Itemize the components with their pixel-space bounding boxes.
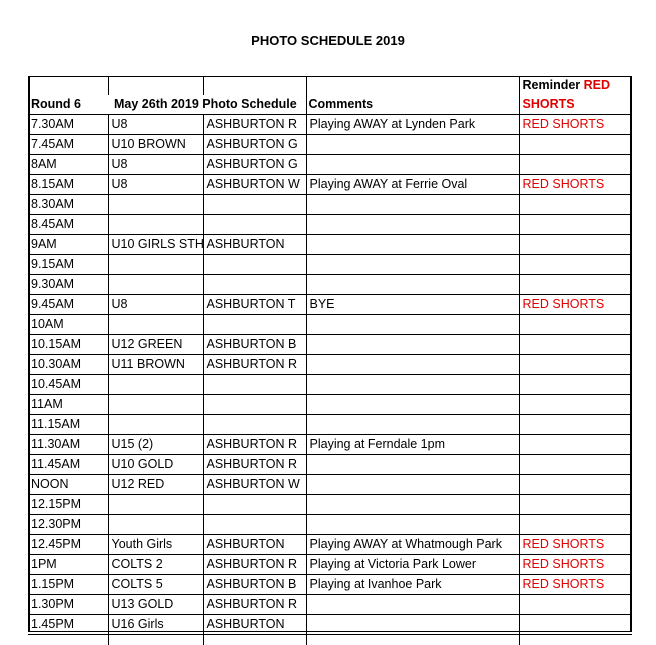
cell-comment — [306, 515, 519, 535]
reminder-header-bottom: SHORTS — [519, 95, 632, 115]
cell-reminder: RED SHORTS — [519, 575, 632, 595]
cell-reminder — [519, 155, 632, 175]
table-row — [28, 475, 632, 495]
cell-reminder — [519, 335, 632, 355]
cell-club — [203, 375, 306, 395]
header-row-top — [28, 76, 632, 95]
cell-team: U8 — [108, 295, 203, 315]
cell-comment: Playing at Ferndale 1pm — [306, 435, 519, 455]
cell-club — [203, 415, 306, 435]
cell-reminder: RED SHORTS — [519, 295, 632, 315]
cell-reminder — [519, 375, 632, 395]
cell-club — [203, 395, 306, 415]
cell-reminder — [519, 275, 632, 295]
cell-team: Youth Girls — [108, 535, 203, 555]
table-row — [28, 615, 632, 635]
cell-club: ASHBURTON — [203, 615, 306, 635]
cell-comment — [306, 235, 519, 255]
cell-reminder — [519, 475, 632, 495]
cell-time: 11.30AM — [28, 435, 108, 455]
cell-club: ASHBURTON G — [203, 155, 306, 175]
cell-team — [108, 375, 203, 395]
cell-time: 1.15PM — [28, 575, 108, 595]
cell-time: 11.15AM — [28, 415, 108, 435]
table-row — [28, 555, 632, 575]
cell-club: ASHBURTON R — [203, 355, 306, 375]
cell-time: 12.30PM — [28, 515, 108, 535]
cell-club: ASHBURTON B — [203, 335, 306, 355]
cell-time: 9AM — [28, 235, 108, 255]
table-row — [28, 335, 632, 355]
cell-time: 10.45AM — [28, 375, 108, 395]
cell-comment: Playing at Victoria Park Lower — [306, 555, 519, 575]
cell-comment: Playing AWAY at Lynden Park — [306, 115, 519, 135]
cell-team — [108, 255, 203, 275]
cell-time: 10AM — [28, 315, 108, 335]
cell-team — [108, 415, 203, 435]
cell-time: 10.15AM — [28, 335, 108, 355]
cell-time: 8AM — [28, 155, 108, 175]
table-row — [28, 175, 632, 195]
cell-time: 8.15AM — [28, 175, 108, 195]
cell-team: U8 — [108, 155, 203, 175]
cell-time: 11.45AM — [28, 455, 108, 475]
cell-club — [203, 215, 306, 235]
cell-comment — [306, 255, 519, 275]
reminder-header-top: Reminder RED — [519, 76, 632, 95]
cell-team: U10 BROWN — [108, 135, 203, 155]
cell-club: ASHBURTON W — [203, 475, 306, 495]
cell-reminder — [519, 135, 632, 155]
cell-comment — [306, 615, 519, 635]
table-row — [28, 395, 632, 415]
cell-team — [108, 635, 203, 645]
cell-comment: Playing at Ivanhoe Park — [306, 575, 519, 595]
cell-comment — [306, 495, 519, 515]
table-row — [28, 255, 632, 275]
cell-team — [108, 395, 203, 415]
cell-comment — [306, 395, 519, 415]
cell-comment — [306, 155, 519, 175]
cell-team: COLTS 5 — [108, 575, 203, 595]
cell-team: U12 GREEN — [108, 335, 203, 355]
cell-comment: BYE — [306, 295, 519, 315]
cell-club — [203, 195, 306, 215]
cell-club — [203, 255, 306, 275]
table-row — [28, 235, 632, 255]
cell-team — [108, 315, 203, 335]
cell-reminder: RED SHORTS — [519, 535, 632, 555]
cell-comment — [306, 375, 519, 395]
cell-reminder — [519, 395, 632, 415]
cell-club: ASHBURTON W — [203, 175, 306, 195]
comments-header: Comments — [306, 95, 519, 115]
cell-team — [108, 495, 203, 515]
cell-comment — [306, 135, 519, 155]
cell-reminder — [519, 455, 632, 475]
cell-reminder — [519, 595, 632, 615]
cell-reminder: RED SHORTS — [519, 175, 632, 195]
cell-time: 1PM — [28, 555, 108, 575]
table-row — [28, 515, 632, 535]
cell-team — [108, 215, 203, 235]
table-row — [28, 215, 632, 235]
table-row — [28, 135, 632, 155]
cell-reminder — [519, 615, 632, 635]
cell-club — [203, 275, 306, 295]
cell-team: U10 GOLD — [108, 455, 203, 475]
cell-comment — [306, 595, 519, 615]
page-title: PHOTO SCHEDULE 2019 — [251, 33, 405, 48]
cell-club — [203, 315, 306, 335]
cell-team: COLTS 2 — [108, 555, 203, 575]
table-row — [28, 635, 632, 645]
cell-club — [203, 515, 306, 535]
table-row — [28, 355, 632, 375]
cell-comment — [306, 415, 519, 435]
cell-reminder — [519, 435, 632, 455]
table-row — [28, 415, 632, 435]
table-row — [28, 595, 632, 615]
cell-club: ASHBURTON R — [203, 455, 306, 475]
cell-reminder: RED SHORTS — [519, 555, 632, 575]
cell-time: 12.15PM — [28, 495, 108, 515]
table-row — [28, 315, 632, 335]
cell-time: NOON — [28, 475, 108, 495]
cell-time: 10.30AM — [28, 355, 108, 375]
cell-reminder — [519, 415, 632, 435]
cell-time: 11AM — [28, 395, 108, 415]
cell-reminder — [519, 235, 632, 255]
table-row — [28, 115, 632, 135]
round-header: Round 6 — [31, 97, 81, 111]
cell-reminder — [519, 215, 632, 235]
cell-time: 7.30AM — [28, 115, 108, 135]
cell-team: U13 GOLD — [108, 595, 203, 615]
cell-comment — [306, 635, 519, 645]
header-row — [28, 95, 632, 115]
cell-reminder — [519, 255, 632, 275]
schedule-table — [28, 76, 632, 645]
cell-time: 8.30AM — [28, 195, 108, 215]
cell-club: ASHBURTON R — [203, 555, 306, 575]
cell-comment: Playing AWAY at Whatmough Park — [306, 535, 519, 555]
cell-reminder — [519, 355, 632, 375]
cell-reminder — [519, 635, 632, 645]
cell-club — [203, 635, 306, 645]
cell-team: U16 Girls — [108, 615, 203, 635]
cell-time: 9.30AM — [28, 275, 108, 295]
cell-team: U15 (2) — [108, 435, 203, 455]
cell-time: 1.30PM — [28, 595, 108, 615]
cell-reminder: RED SHORTS — [519, 115, 632, 135]
cell-club: ASHBURTON T — [203, 295, 306, 315]
cell-team: U10 GIRLS STH — [108, 235, 203, 255]
cell-club: ASHBURTON R — [203, 435, 306, 455]
table-row — [28, 455, 632, 475]
cell-comment — [306, 355, 519, 375]
cell-comment — [306, 455, 519, 475]
cell-reminder — [519, 515, 632, 535]
cell-club: ASHBURTON B — [203, 575, 306, 595]
table-row — [28, 495, 632, 515]
table-row — [28, 275, 632, 295]
cell-time: 9.15AM — [28, 255, 108, 275]
cell-club: ASHBURTON R — [203, 115, 306, 135]
cell-team — [108, 515, 203, 535]
cell-comment — [306, 195, 519, 215]
cell-club: ASHBURTON — [203, 235, 306, 255]
cell-team: U8 — [108, 175, 203, 195]
cell-reminder — [519, 315, 632, 335]
cell-time: 7.45AM — [28, 135, 108, 155]
cell-team: U11 BROWN — [108, 355, 203, 375]
cell-team: U8 — [108, 115, 203, 135]
cell-comment — [306, 215, 519, 235]
cell-time: 12.45PM — [28, 535, 108, 555]
cell-comment — [306, 475, 519, 495]
cell-time: 8.45AM — [28, 215, 108, 235]
cell-club: ASHBURTON R — [203, 595, 306, 615]
cell-comment: Playing AWAY at Ferrie Oval — [306, 175, 519, 195]
cell-reminder — [519, 495, 632, 515]
table-row — [28, 195, 632, 215]
table-row — [28, 435, 632, 455]
table-row — [28, 535, 632, 555]
cell-club: ASHBURTON G — [203, 135, 306, 155]
cell-team: U12 RED — [108, 475, 203, 495]
table-row — [28, 375, 632, 395]
cell-reminder — [519, 195, 632, 215]
cell-club — [203, 495, 306, 515]
table-row — [28, 155, 632, 175]
cell-time: 1.45PM — [28, 615, 108, 635]
cell-comment — [306, 335, 519, 355]
cell-time: 9.45AM — [28, 295, 108, 315]
schedule-header: May 26th 2019 Photo Schedule — [114, 97, 297, 111]
cell-comment — [306, 275, 519, 295]
cell-team — [108, 195, 203, 215]
table-row — [28, 575, 632, 595]
cell-time — [28, 635, 108, 645]
cell-club: ASHBURTON — [203, 535, 306, 555]
cell-team — [108, 275, 203, 295]
cell-comment — [306, 315, 519, 335]
table-row — [28, 295, 632, 315]
